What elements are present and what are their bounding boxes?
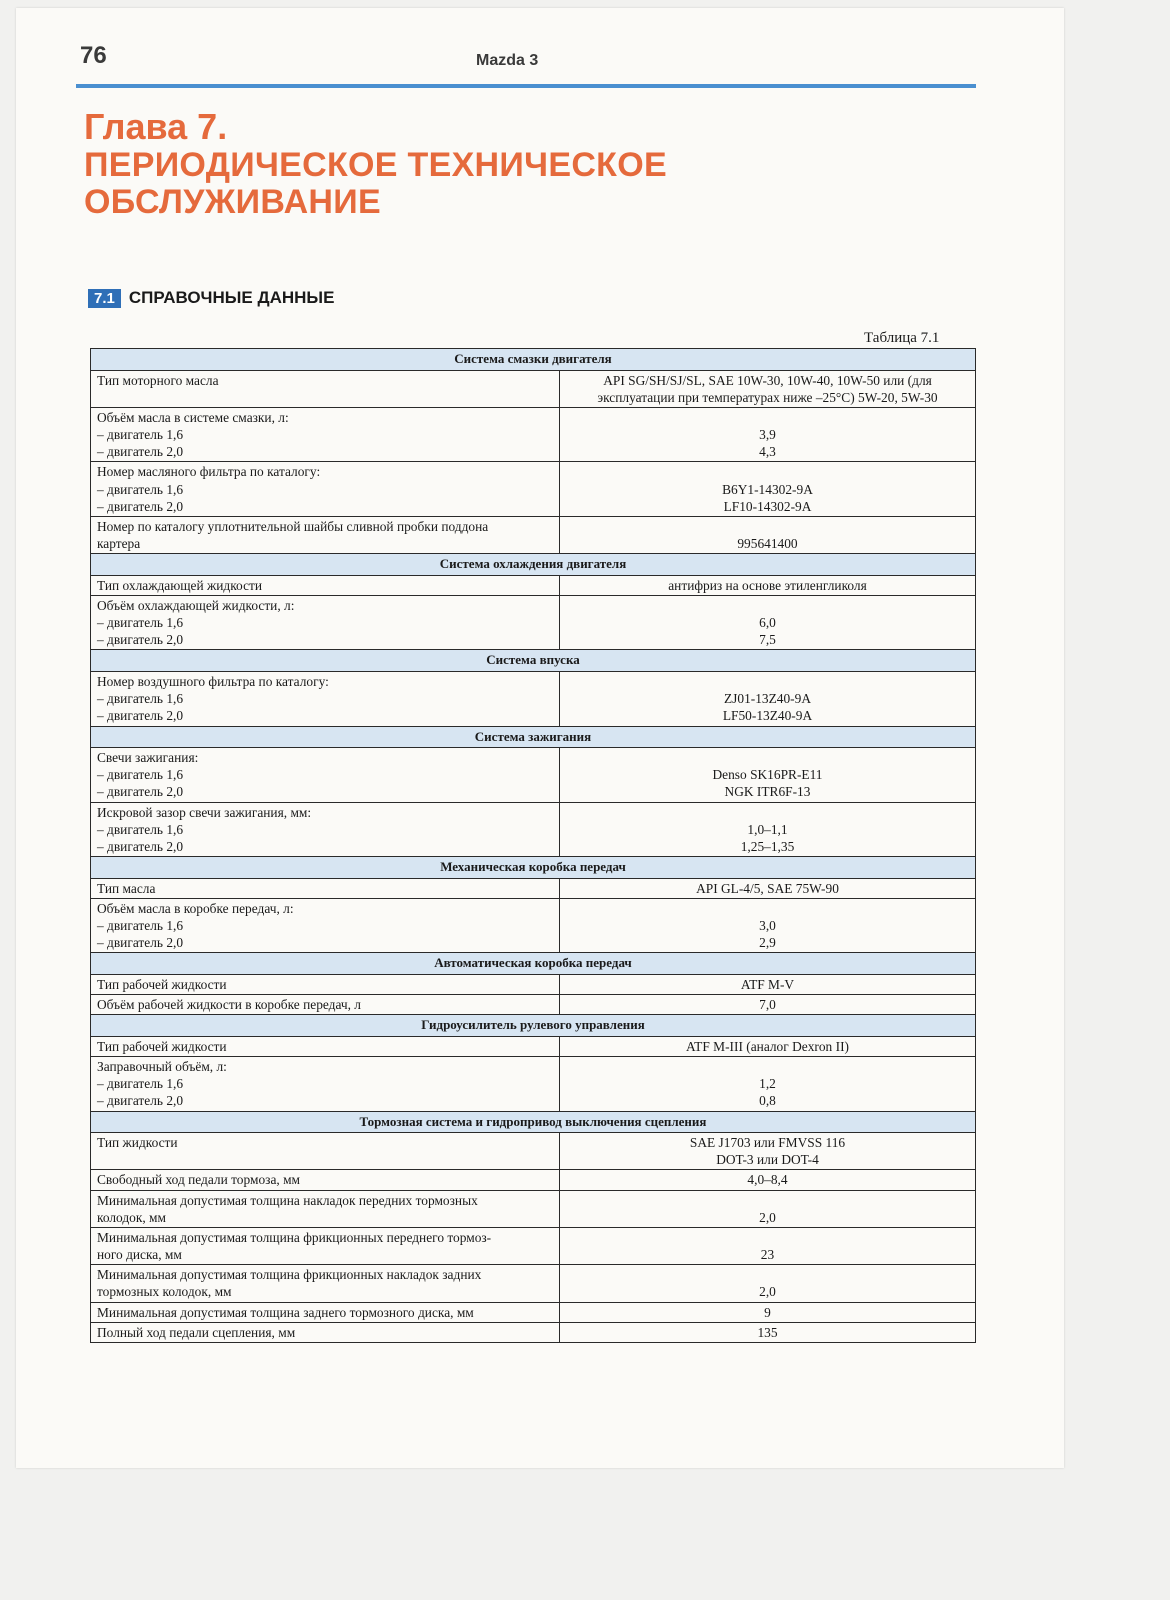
table-row <box>91 407 976 461</box>
table-group-row <box>91 857 976 879</box>
param-line: – двигатель 1,6 <box>97 481 184 497</box>
value-cell <box>560 1036 976 1056</box>
param-cell <box>91 748 560 802</box>
table-row <box>91 672 976 726</box>
table-row <box>91 748 976 802</box>
param-line: ного диска, мм <box>97 1247 182 1263</box>
value-line: 9 <box>764 1304 771 1320</box>
value-cell <box>560 575 976 595</box>
value-cell <box>560 1302 976 1322</box>
param-line: Тип рабочей жидкости <box>97 976 227 992</box>
value-line: DOT-3 или DOT-4 <box>716 1152 819 1168</box>
value-cell <box>560 516 976 553</box>
value-line: эксплуатации при температурах ниже –25°C) 5W-20, 5W-30 <box>597 389 938 405</box>
param-line: – двигатель 2,0 <box>97 784 184 800</box>
param-cell <box>91 462 560 516</box>
value-cell <box>560 370 976 407</box>
table-group-row <box>91 1015 976 1037</box>
value-line: 1,2 <box>759 1076 776 1092</box>
value-cell <box>560 995 976 1015</box>
value-line: LF50-13Z40-9A <box>722 708 813 724</box>
param-line: – двигатель 2,0 <box>97 1093 184 1109</box>
value-line: 1,25–1,35 <box>740 838 795 854</box>
param-line: Тип моторного масла <box>97 372 219 388</box>
param-cell <box>91 672 560 726</box>
table-group-row <box>91 349 976 371</box>
table-row <box>91 898 976 952</box>
param-line: Номер масляного фильтра по каталогу: <box>97 464 321 480</box>
group-title: Тормозная система и гидропривод выключения сцепления <box>91 1111 976 1133</box>
table-row <box>91 595 976 649</box>
table-caption: Таблица 7.1 <box>864 330 940 346</box>
param-line: Полный ход педали сцепления, мм <box>97 1324 296 1340</box>
param-cell <box>91 1036 560 1056</box>
param-line: – двигатель 2,0 <box>97 708 184 724</box>
param-line: – двигатель 2,0 <box>97 444 184 460</box>
table-row <box>91 1302 976 1322</box>
param-line: – двигатель 2,0 <box>97 498 184 514</box>
value-line: 7,5 <box>759 632 776 648</box>
table-group-row <box>91 1111 976 1133</box>
section-title: СПРАВОЧНЫЕ ДАННЫЕ <box>128 288 335 307</box>
value-line: 2,9 <box>759 935 776 951</box>
param-cell <box>91 1170 560 1190</box>
value-line: 1,0–1,1 <box>747 821 788 837</box>
value-line: SAE J1703 или FMVSS 116 <box>689 1135 846 1151</box>
value-cell <box>560 595 976 649</box>
value-cell <box>560 1133 976 1170</box>
table-row <box>91 1190 976 1227</box>
table-row <box>91 575 976 595</box>
table-row <box>91 878 976 898</box>
section-heading <box>88 288 334 308</box>
value-line: Denso SK16PR-E11 <box>712 767 823 783</box>
param-line: Номер по каталогу уплотнительной шайбы сливной пробки поддона <box>97 518 489 534</box>
table-row <box>91 1170 976 1190</box>
param-line: колодок, мм <box>97 1209 166 1225</box>
table-row <box>91 1057 976 1111</box>
value-line: B6Y1-14302-9A <box>722 481 813 497</box>
value-cell <box>560 1190 976 1227</box>
table-row <box>91 974 976 994</box>
value-cell <box>560 1227 976 1264</box>
param-cell <box>91 878 560 898</box>
table-row <box>91 462 976 516</box>
value-cell <box>560 1170 976 1190</box>
value-line: NGK ITR6F-13 <box>724 784 811 800</box>
param-line: Искровой зазор свечи зажигания, мм: <box>97 804 312 820</box>
value-line: 3,0 <box>759 918 776 934</box>
param-line: Заправочный объём, л: <box>97 1059 227 1075</box>
table-group-row <box>91 953 976 975</box>
param-line: Объём охлаждающей жидкости, л: <box>97 597 295 613</box>
param-cell <box>91 802 560 856</box>
param-line: – двигатель 2,0 <box>97 935 184 951</box>
param-line: – двигатель 1,6 <box>97 615 184 631</box>
group-title: Автоматическая коробка передач <box>91 953 976 975</box>
param-line: Свободный ход педали тормоза, мм <box>97 1172 301 1188</box>
param-cell <box>91 1302 560 1322</box>
value-line: 23 <box>760 1247 775 1263</box>
table-row <box>91 1265 976 1302</box>
param-line: – двигатель 1,6 <box>97 767 184 783</box>
table-group-row <box>91 650 976 672</box>
value-cell <box>560 1322 976 1342</box>
value-line: ATF M-III (аналог Dexron II) <box>686 1038 849 1054</box>
value-line: 995641400 <box>737 536 798 552</box>
value-cell <box>560 878 976 898</box>
table-row <box>91 1322 976 1342</box>
value-cell <box>560 672 976 726</box>
param-cell <box>91 898 560 952</box>
param-line: Тип охлаждающей жидкости <box>97 577 263 593</box>
table-row <box>91 516 976 553</box>
param-cell <box>91 1133 560 1170</box>
value-cell <box>560 802 976 856</box>
param-cell <box>91 974 560 994</box>
param-cell <box>91 575 560 595</box>
param-cell <box>91 370 560 407</box>
group-title: Гидроусилитель рулевого управления <box>91 1015 976 1037</box>
param-line: Минимальная допустимая толщина накладок передних тормозных <box>97 1192 478 1208</box>
value-line: 4,3 <box>759 444 776 460</box>
value-line: 2,0 <box>759 1209 776 1225</box>
table-group-row <box>91 554 976 576</box>
table-row <box>91 995 976 1015</box>
value-line: 6,0 <box>759 615 776 631</box>
param-line: тормозных колодок, мм <box>97 1284 232 1300</box>
value-line: LF10-14302-9A <box>723 498 812 514</box>
group-title: Механическая коробка передач <box>91 857 976 879</box>
param-cell <box>91 407 560 461</box>
param-cell <box>91 1265 560 1302</box>
value-line: 3,9 <box>759 427 776 443</box>
value-line: API SG/SH/SJ/SL, SAE 10W-30, 10W-40, 10W-50 или (для <box>603 372 932 388</box>
section-number: 7.1 <box>88 289 121 308</box>
param-cell <box>91 1227 560 1264</box>
param-line: Тип жидкости <box>97 1135 178 1151</box>
value-cell <box>560 462 976 516</box>
table-row <box>91 1133 976 1170</box>
value-cell <box>560 1265 976 1302</box>
param-cell <box>91 1322 560 1342</box>
param-line: – двигатель 1,6 <box>97 1076 184 1092</box>
header-rule <box>76 84 976 88</box>
param-line: Объём рабочей жидкости в коробке передач, л <box>97 997 361 1013</box>
value-line: 4,0–8,4 <box>747 1172 788 1188</box>
group-title: Система зажигания <box>91 726 976 748</box>
param-line: Объём масла в коробке передач, л: <box>97 900 294 916</box>
param-line: Тип рабочей жидкости <box>97 1038 227 1054</box>
value-line: API GL-4/5, SAE 75W-90 <box>696 880 839 896</box>
value-cell <box>560 1057 976 1111</box>
table-group-row <box>91 726 976 748</box>
value-line: ZJ01-13Z40-9A <box>723 691 812 707</box>
param-line: – двигатель 1,6 <box>97 427 184 443</box>
param-line: – двигатель 2,0 <box>97 632 184 648</box>
value-cell <box>560 898 976 952</box>
param-line: Свечи зажигания: <box>97 750 199 766</box>
param-line: Минимальная допустимая толщина фрикционных накладок задних <box>97 1267 482 1283</box>
param-cell <box>91 1190 560 1227</box>
value-cell <box>560 748 976 802</box>
page-number: 76 <box>80 42 107 69</box>
group-title: Система впуска <box>91 650 976 672</box>
param-line: Минимальная допустимая толщина заднего тормозного диска, мм <box>97 1304 474 1320</box>
running-title: Mazda 3 <box>476 52 539 69</box>
param-line: Объём масла в системе смазки, л: <box>97 409 289 425</box>
param-line: – двигатель 1,6 <box>97 821 184 837</box>
table-row <box>91 370 976 407</box>
param-line: – двигатель 1,6 <box>97 691 184 707</box>
param-line: – двигатель 1,6 <box>97 918 184 934</box>
value-line: 7,0 <box>759 997 776 1013</box>
chapter-title: ПЕРИОДИЧЕСКОЕ ТЕХНИЧЕСКОЕ ОБСЛУЖИВАНИЕ <box>84 145 667 221</box>
value-line: 135 <box>757 1324 778 1340</box>
value-cell <box>560 407 976 461</box>
param-line: Минимальная допустимая толщина фрикционных переднего тормоз- <box>97 1229 492 1245</box>
value-line: ATF M-V <box>740 976 795 992</box>
group-title: Система смазки двигателя <box>91 349 976 371</box>
table-row <box>91 802 976 856</box>
table-row <box>91 1227 976 1264</box>
document-page <box>16 8 1064 1468</box>
param-cell <box>91 995 560 1015</box>
param-line: Номер воздушного фильтра по каталогу: <box>97 674 329 690</box>
chapter-heading <box>84 108 784 220</box>
group-title: Система охлаждения двигателя <box>91 554 976 576</box>
param-line: картера <box>97 536 141 552</box>
chapter-label: Глава 7. <box>84 106 228 147</box>
param-cell <box>91 595 560 649</box>
value-line: 0,8 <box>759 1093 776 1109</box>
table-row <box>91 1036 976 1056</box>
value-cell <box>560 974 976 994</box>
value-line: 2,0 <box>759 1284 776 1300</box>
param-cell <box>91 516 560 553</box>
value-line: антифриз на основе этиленгликоля <box>668 577 867 593</box>
param-cell <box>91 1057 560 1111</box>
spec-table <box>90 348 976 1343</box>
param-line: Тип масла <box>97 880 156 896</box>
param-line: – двигатель 2,0 <box>97 838 184 854</box>
